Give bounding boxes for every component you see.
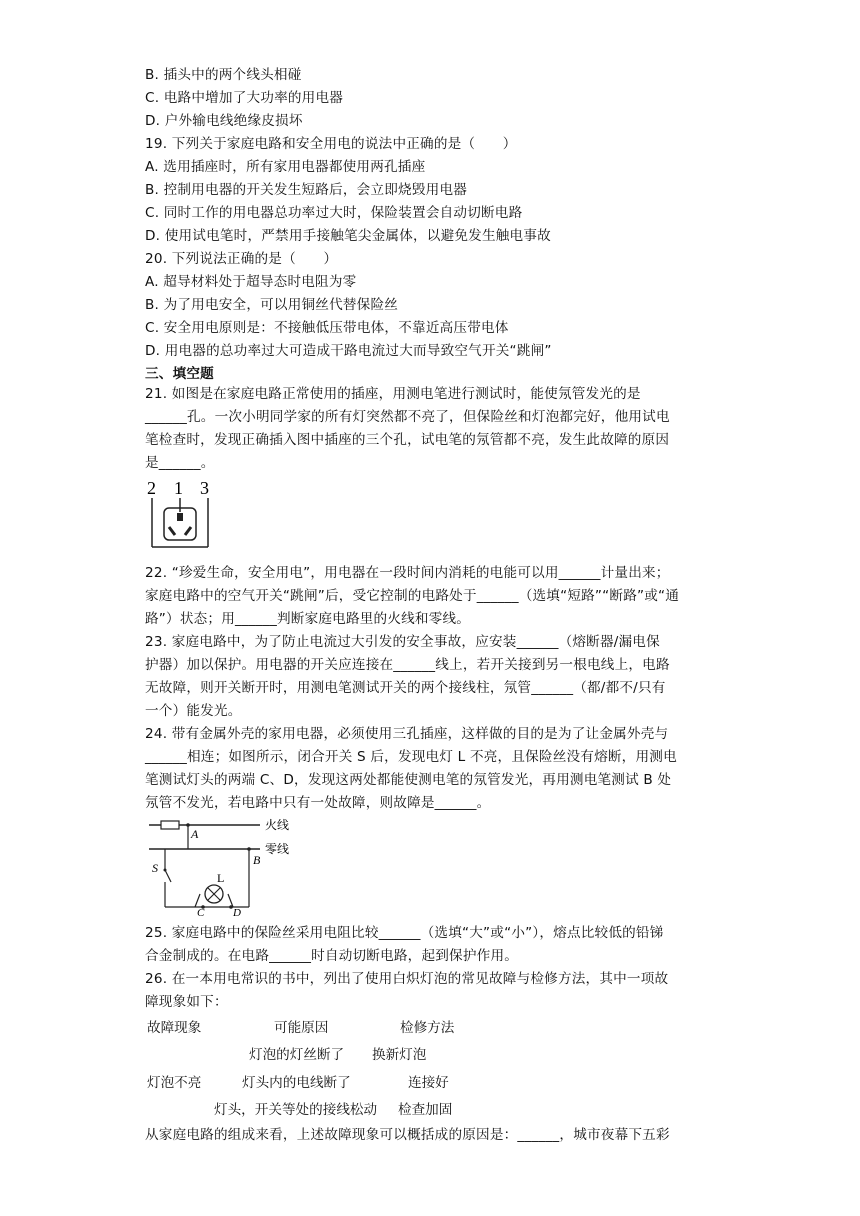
option-line: D. 使用试电笔时，严禁用手接触笔尖金属体，以避免发生触电事故 [145, 228, 551, 244]
point-b-label: B [253, 853, 261, 867]
text-line: 笔检查时，发现正确插入图中插座的三个孔，试电笔的氖管都不亮，发生此故障的原因 [145, 432, 670, 448]
text-line: 是______。 [145, 455, 215, 471]
option-line: C. 安全用电原则是：不接触低压带电体，不靠近高压带电体 [145, 320, 509, 336]
option-line: A. 选用插座时，所有家用电器都使用两孔插座 [145, 159, 426, 175]
option-line: B. 控制用电器的开关发生短路后，会立即烧毁用电器 [145, 182, 468, 198]
question-24: 24. 带有金属外壳的家用电器，必须使用三孔插座，这样做的目的是为了让金属外壳与 [145, 726, 669, 742]
fuse [161, 821, 179, 829]
socket-figure [140, 477, 220, 551]
neutral-wire-label: 零线 [265, 842, 290, 856]
table-cell: 检查加固 [398, 1102, 453, 1118]
question-20: 20. 下列说法正确的是（ ） [145, 251, 338, 267]
socket-label-3: 3 [200, 478, 209, 498]
text-line: 笔测试灯头的两端 C、D，发现这两处都能使测电笔的氖管发光，再用测电笔测试 B 处 [145, 772, 672, 788]
text-line: 护器）加以保护。用电器的开关应连接在______线上，若开关接到另一根电线上，电路 [145, 657, 670, 673]
circuit-figure [145, 812, 305, 916]
question-22: 22. “珍爱生命，安全用电”，用电器在一段时间内消耗的电能可以用______计量出来； [145, 565, 670, 581]
table-cell: 换新灯泡 [372, 1047, 427, 1063]
socket-label-2: 2 [147, 478, 156, 498]
table-cell: 灯泡的灯丝断了 [249, 1047, 345, 1063]
point-d-label: D [233, 907, 241, 916]
question-25: 25. 家庭电路中的保险丝采用电阻比较______（选填“大”或“小”），熔点比较低的铅锑 [145, 925, 664, 941]
text-line: 障现象如下： [145, 994, 228, 1010]
table-cell: 灯头，开关等处的接线松动 [214, 1102, 378, 1118]
option-line: B. 为了用电安全，可以用铜丝代替保险丝 [145, 297, 399, 313]
text-line: D. 户外输电线绝缘皮损坏 [145, 113, 303, 129]
question-26: 26. 在一本用电常识的书中，列出了使用白炽灯泡的常见故障与检修方法，其中一项故 [145, 971, 669, 987]
table-cell: 灯头内的电线断了 [242, 1075, 351, 1091]
table-header-fix: 检修方法 [400, 1020, 455, 1036]
text-line: ______孔。一次小明同学家的所有灯突然都不亮了，但保险丝和灯泡都完好，他用试电 [145, 409, 670, 425]
point-c-label: C [197, 907, 205, 916]
table-header-cause: 可能原因 [274, 1020, 329, 1036]
live-wire-label: 火线 [265, 818, 290, 832]
table-cell: 灯泡不亮 [147, 1075, 202, 1091]
question-23: 23. 家庭电路中，为了防止电流过大引发的安全事故，应安装______（熔断器/漏电保 [145, 634, 660, 650]
switch-label: S [152, 861, 158, 875]
text-line: 从家庭电路的组成来看，上述故障现象可以概括成的原因是：______，城市夜幕下五彩 [145, 1127, 670, 1143]
text-line: ______相连；如图所示，闭合开关 S 后，发现电灯 L 不亮，且保险丝没有熔断，用测电 [145, 749, 677, 765]
text-line: 无故障，则开关断开时，用测电笔测试开关的两个接线柱，氖管______（都/都不/只有 [145, 680, 666, 696]
text-line: 路”）状态；用______判断家庭电路里的火线和零线。 [145, 611, 471, 627]
question-19: 19. 下列关于家庭电路和安全用电的说法中正确的是（ ） [145, 136, 517, 152]
option-line: A. 超导材料处于超导态时电阻为零 [145, 274, 357, 290]
text-line: 合金制成的。在电路______时自动切断电路，起到保护作用。 [145, 948, 519, 964]
section-heading: 三、填空题 [145, 366, 214, 382]
table-cell: 连接好 [408, 1075, 449, 1091]
text-line: B. 插头中的两个线头相碰 [145, 67, 302, 83]
option-line: D. 用电器的总功率过大可造成干路电流过大而导致空气开关“跳闸” [145, 343, 552, 359]
socket-label-1: 1 [174, 478, 183, 498]
text-line: 家庭电路中的空气开关“跳闸”后，受它控制的电路处于______（选填“短路”“断路”或“通 [145, 588, 680, 604]
option-line: C. 同时工作的用电器总功率过大时，保险装置会自动切断电路 [145, 205, 523, 221]
point-a-label: A [191, 827, 199, 841]
text-line: 一个）能发光。 [145, 703, 242, 719]
text-line: C. 电路中增加了大功率的用电器 [145, 90, 344, 106]
text-line: 氖管不发光，若电路中只有一处故障，则故障是______。 [145, 795, 491, 811]
lamp-label: L [217, 871, 225, 885]
question-21: 21. 如图是在家庭电路正常使用的插座，用测电笔进行测试时，能使氖管发光的是 [145, 386, 641, 402]
table-header-symptom: 故障现象 [147, 1020, 202, 1036]
